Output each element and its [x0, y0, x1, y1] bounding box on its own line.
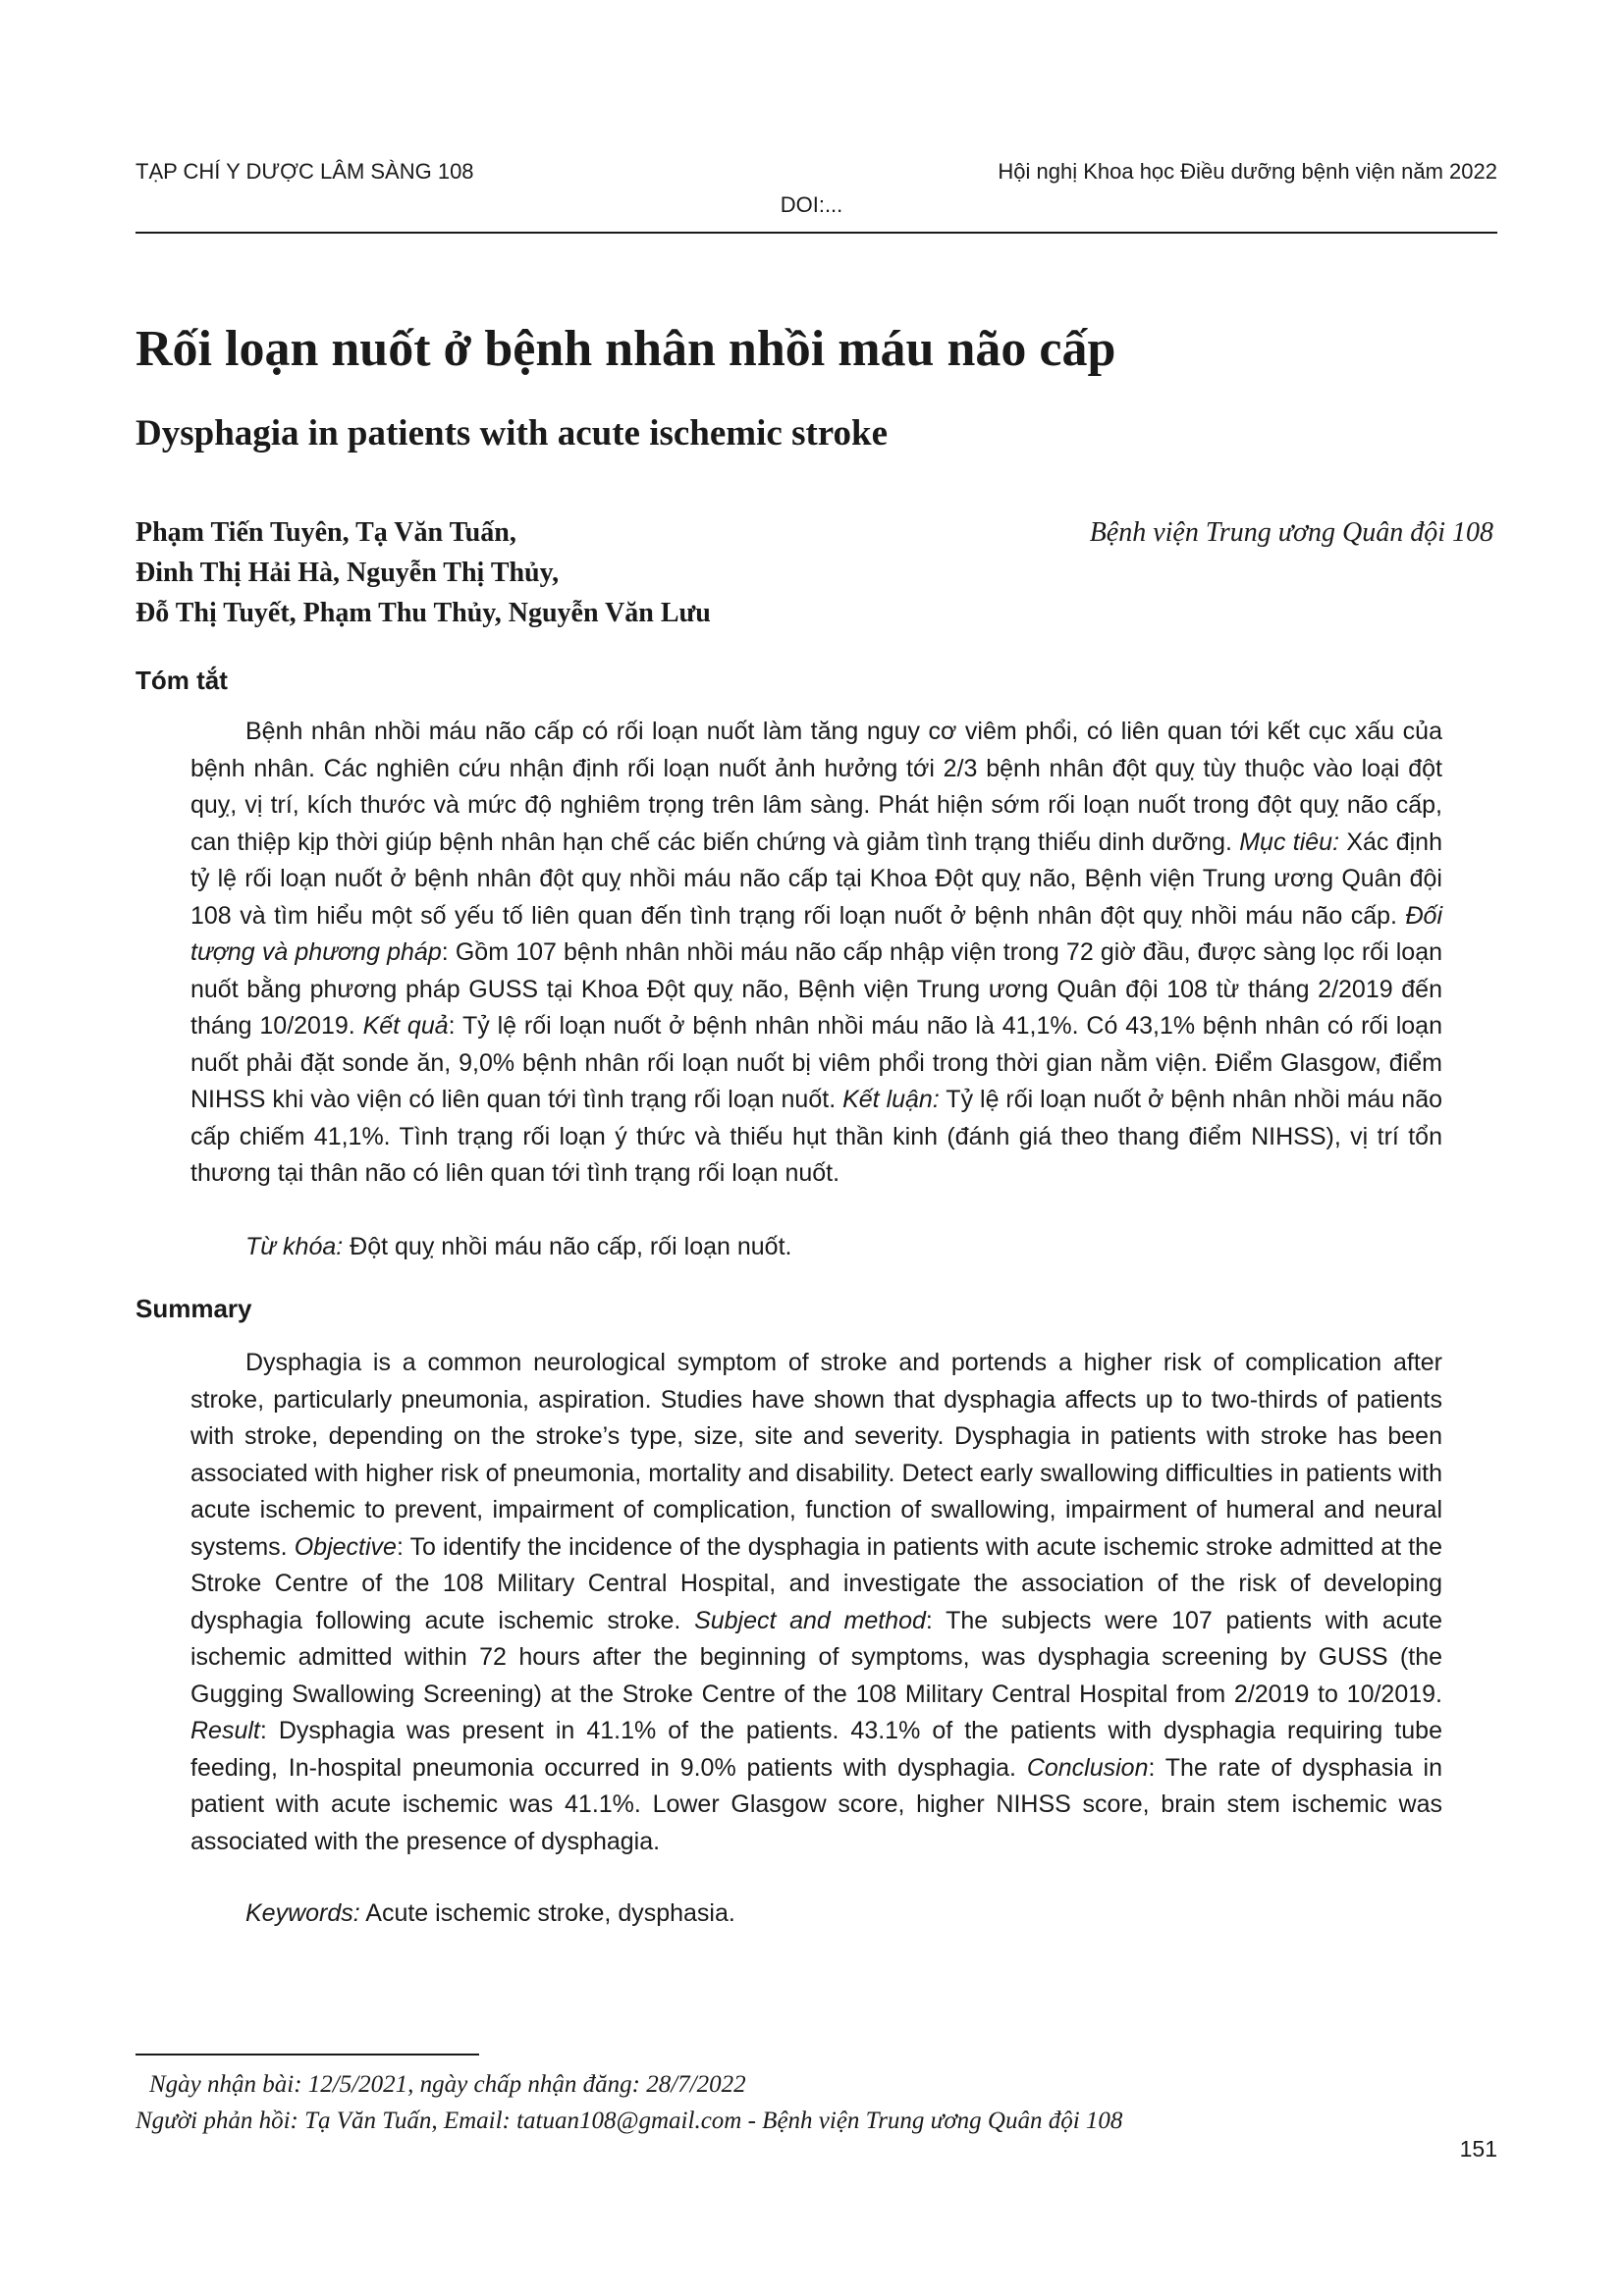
author-list [135, 512, 711, 633]
article-title: Rối loạn nuốt ở bệnh nhân nhồi máu não cấp [135, 321, 1116, 377]
abstract-body-vi: Bệnh nhân nhồi máu não cấp có rối loạn nuốt làm tăng nguy cơ viêm phổi, có liên quan tới kết cục xấu của bệnh nhân. Các nghiên cứu nhận định rối loạn nuốt ảnh hưởng tới 2/3 bệnh nhân đột quỵ tùy thuộc vào loại đột quỵ, vị trí, kích thước và mức độ nghiêm trọng trên lâm sàng. Phát hiện sớm rối loạn nuốt trong đột quỵ não cấp, can thiệp kịp thời giúp bệnh nhân hạn chế các biến chứng và giảm tình trạng thiếu dinh dưỡng. Mục tiêu: Xác định tỷ lệ rối loạn nuốt ở bệnh nhân đột quỵ nhồi máu não cấp tại Khoa Đột quỵ não, Bệnh viện Trung ương Quân đội 108 và tìm hiểu một số yếu tố liên quan đến tình trạng rối loạn nuốt ở bệnh nhân đột quỵ nhồi máu não cấp. Đối tượng và phương pháp: Gồm 107 bệnh nhân nhồi máu não cấp nhập viện trong 72 giờ đầu, được sàng lọc rối loạn nuốt bằng phương pháp GUSS tại Khoa Đột quỵ não, Bệnh viện Trung ương Quân đội 108 từ tháng 2/2019 đến tháng 10/2019. Kết quả: Tỷ lệ rối loạn nuốt ở bệnh nhân nhồi máu não là 41,1%. Có 43,1% bệnh nhân có rối loạn nuốt phải đặt sonde ăn, 9,0% bệnh nhân rối loạn nuốt bị viêm phổi trong thời gian nằm viện. Điểm Glasgow, điểm NIHSS khi vào viện có liên quan tới tình trạng rối loạn nuốt. Kết luận: Tỷ lệ rối loạn nuốt ở bệnh nhân nhồi máu não cấp chiếm 41,1%. Tình trạng rối loạn ý thức và thiếu hụt thần kinh (đánh giá theo thang điểm NIHSS), vị trí tổn thương tại thân não có liên quan tới tình trạng rối loạn nuốt. [190, 718, 1443, 1187]
affiliation: Bệnh viện Trung ương Quân đội 108 [1089, 517, 1493, 548]
footnote-correspondence: Người phản hồi: Tạ Văn Tuấn, Email: tatuan108@gmail.com - Bệnh viện Trung ương Quân đội 108 [135, 2108, 1123, 2134]
footnote-dates: Ngày nhận bài: 12/5/2021, ngày chấp nhận đăng: 28/7/2022 [149, 2071, 746, 2098]
author-line: Đỗ Thị Tuyết, Phạm Thu Thủy, Nguyễn Văn Lưu [135, 598, 711, 628]
keywords-en: Keywords: Acute ischemic stroke, dysphasia. [245, 1899, 735, 1927]
journal-name: TẠP CHÍ Y DƯỢC LÂM SÀNG 108 [135, 159, 474, 184]
footnote-rule [135, 2054, 479, 2056]
author-line: Đinh Thị Hải Hà, Nguyễn Thị Thủy, [135, 558, 560, 588]
author-line: Phạm Tiến Tuyên, Tạ Văn Tuấn, [135, 517, 516, 548]
doi: DOI:... [780, 192, 843, 217]
article-title-english: Dysphagia in patients with acute ischemic stroke [135, 413, 889, 454]
abstract-body-en: Dysphagia is a common neurological symptom of stroke and portends a higher risk of complication after stroke, particularly pneumonia, aspiration. Studies have shown that dysphagia affects up to two-thirds of patients with stroke, depending on the stroke’s type, size, site and severity. Dysphagia in patients with stroke has been associated with higher risk of pneumonia, mortality and disability. Detect early swallowing difficulties in patients with acute ischemic to prevent, impairment of complication, function of swallowing, impairment of humeral and neural systems. Objective: To identify the incidence of the dysphagia in patients with acute ischemic stroke admitted at the Stroke Centre of the 108 Military Central Hospital, and investigate the association of the risk of developing dysphagia following acute ischemic stroke. Subject and method: The subjects were 107 patients with acute ischemic admitted within 72 hours after the beginning of symptoms, was dysphagia screening by GUSS (the Gugging Swallowing Screening) at the Stroke Centre of the 108 Military Central Hospital from 2/2019 to 10/2019. Result: Dysphagia was present in 41.1% of the patients. 43.1% of the patients with dysphagia requiring tube feeding, In-hospital pneumonia occurred in 9.0% patients with dysphagia. Conclusion: The rate of dysphasia in patient with acute ischemic was 41.1%. Lower Glasgow score, higher NIHSS score, brain stem ischemic was associated with the presence of dysphagia. [190, 1349, 1442, 1855]
abstract-heading-vi: Tóm tắt [135, 666, 228, 695]
abstract-heading-en: Summary [135, 1294, 252, 1323]
keywords-vi: Từ khóa: Đột quỵ nhồi máu não cấp, rối loạn nuốt. [245, 1233, 792, 1260]
header-rule [135, 232, 1497, 234]
conference-name: Hội nghị Khoa học Điều dưỡng bệnh viện năm 2022 [998, 159, 1497, 184]
page-number: 151 [1459, 2136, 1497, 2162]
